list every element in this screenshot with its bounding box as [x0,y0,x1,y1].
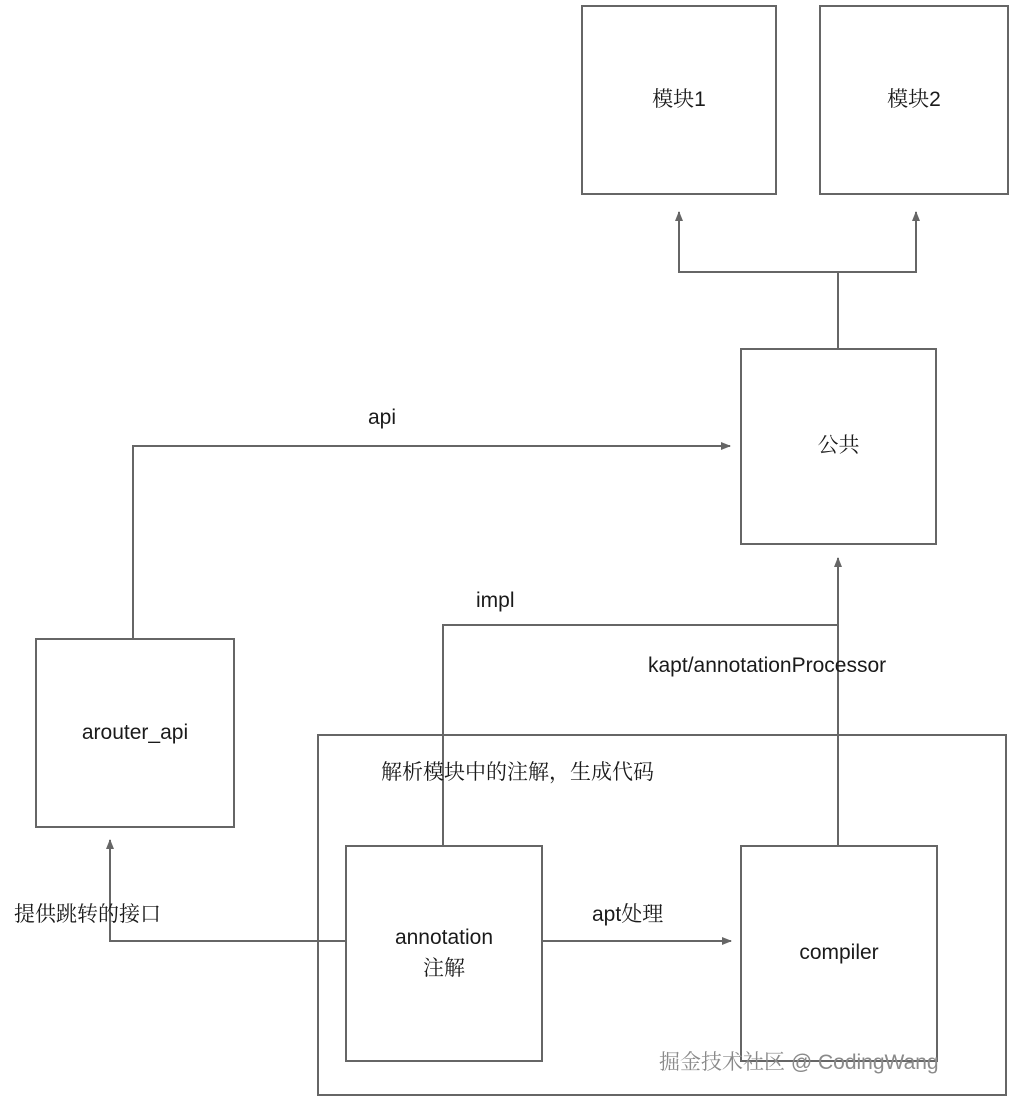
edge-arouter-api-to-common [133,446,730,638]
edge-common-to-module1 [679,212,838,348]
node-annotation-label-en: annotation [394,926,494,950]
node-module2[interactable] [819,5,1009,195]
edge-common-to-module2 [838,212,916,348]
edge-label-kapt: kapt/annotationProcessor [648,654,887,677]
watermark: 掘金技术社区 @ CodingWang [659,1051,939,1074]
node-module1-label: 模块1 [652,87,706,111]
node-compiler[interactable] [740,845,938,1062]
node-module2-label: 模块2 [887,87,941,111]
edge-label-api: api [368,406,397,429]
node-module1[interactable] [581,5,777,195]
edge-label-provide-interface: 提供跳转的接口 [14,903,161,926]
node-arouter-api[interactable] [35,638,235,828]
node-common-label: 公共 [817,434,860,458]
edge-label-impl: impl [476,589,515,612]
node-common[interactable] [740,348,937,545]
node-compiler-label: compiler [799,941,879,965]
edge-label-apt: apt处理 [592,903,664,926]
node-arouter-api-label: arouter_api [81,720,189,744]
node-annotation-label-zh: 注解 [423,956,465,980]
node-annotation[interactable] [345,845,543,1062]
annotation-parse-note: 解析模块中的注解，生成代码 [381,761,654,784]
